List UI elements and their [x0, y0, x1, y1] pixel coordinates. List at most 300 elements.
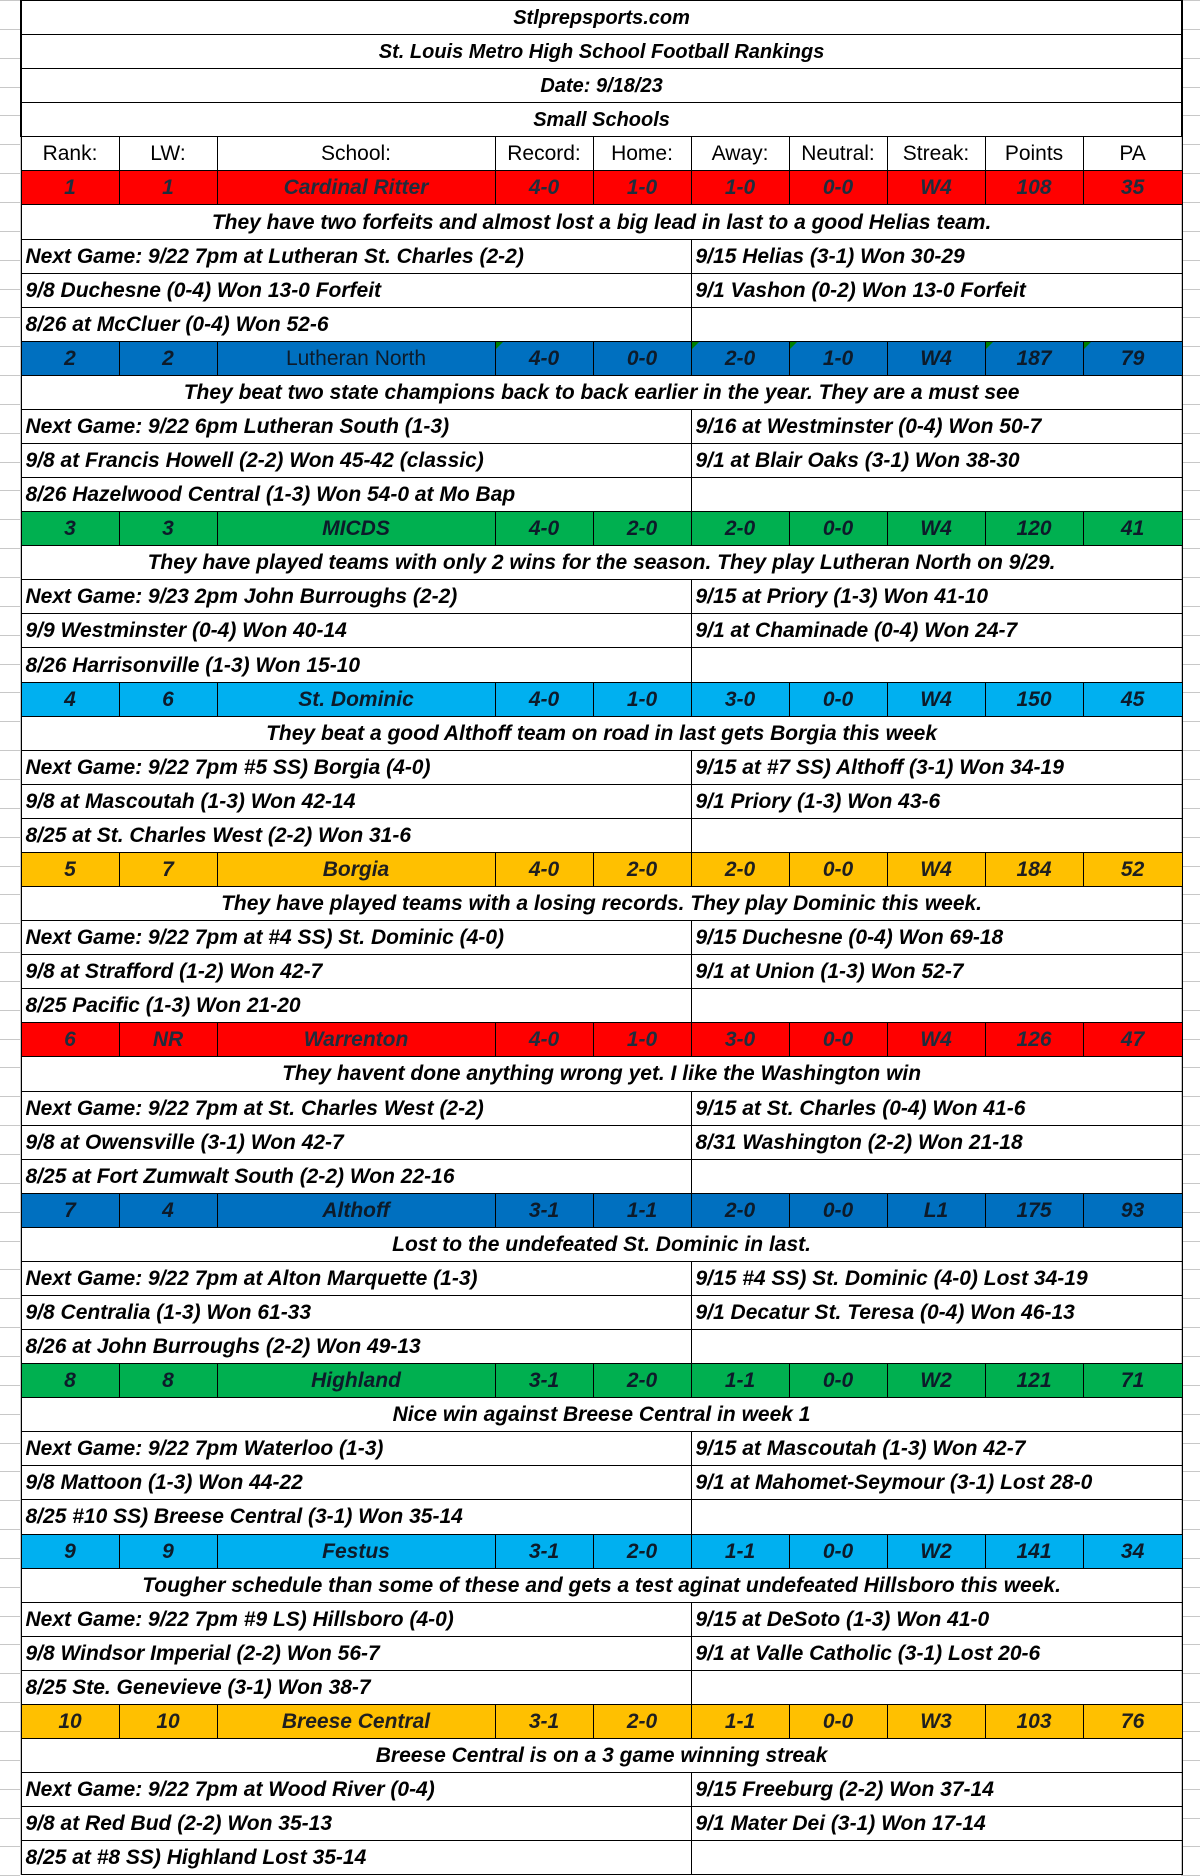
- game-result-cell: 9/15 Duchesne (0-4) Won 69-18: [691, 921, 1182, 955]
- gutter-line: [1181, 837, 1200, 838]
- team-neutral-cell: 0-0: [789, 1023, 887, 1057]
- team-comment: They havent done anything wrong yet. I like the Washington win: [21, 1057, 1182, 1091]
- gutter-line: [1181, 750, 1200, 751]
- team-record-cell: 3-1: [495, 1704, 593, 1738]
- team-comment-row: [21, 375, 1182, 409]
- game-row: [21, 750, 1182, 784]
- team-pa-cell: 71: [1083, 1364, 1182, 1398]
- game-result-cell: 8/25 at Fort Zumwalt South (2-2) Won 22-16: [21, 1159, 691, 1193]
- team-rank-cell: 6: [21, 1023, 119, 1057]
- game-row: [21, 614, 1182, 648]
- game-result-cell: 9/15 at Priory (1-3) Won 41-10: [691, 580, 1182, 614]
- gutter-line: [0, 1241, 20, 1242]
- team-neutral-cell: 0-0: [789, 852, 887, 886]
- team-pa-cell: 34: [1083, 1534, 1182, 1568]
- game-result-cell: 8/31 Washington (2-2) Won 21-18: [691, 1125, 1182, 1159]
- gutter-line: [1181, 1443, 1200, 1444]
- team-home-cell: 2-0: [593, 1704, 691, 1738]
- gutter-line: [1181, 260, 1200, 261]
- game-row: [21, 1670, 1182, 1704]
- gutter-line: [1181, 87, 1200, 88]
- game-result-cell: 8/26 Hazelwood Central (1-3) Won 54-0 at Mo Bap: [21, 478, 691, 512]
- game-result-cell: 9/16 at Westminster (0-4) Won 50-7: [691, 409, 1182, 443]
- team-row: [21, 682, 1182, 716]
- column-header-row: [21, 137, 1182, 171]
- game-result-cell: [691, 1670, 1182, 1704]
- game-result-cell: 8/25 Ste. Genevieve (3-1) Won 38-7: [21, 1670, 691, 1704]
- gutter-line: [1181, 664, 1200, 665]
- gutter-line: [1181, 490, 1200, 491]
- gutter-line: [0, 808, 20, 809]
- gutter-line: [1181, 1183, 1200, 1184]
- gutter-line: [0, 346, 20, 347]
- team-row: [21, 1704, 1182, 1738]
- gutter-line: [0, 404, 20, 405]
- team-comment: Breese Central is on a 3 game winning streak: [21, 1738, 1182, 1772]
- col-header-lw: LW:: [119, 137, 217, 171]
- gutter-line: [1181, 1327, 1200, 1328]
- game-result-cell: [691, 307, 1182, 341]
- gutter-line: [0, 866, 20, 867]
- team-points-cell: 108: [985, 171, 1083, 205]
- game-row: [21, 444, 1182, 478]
- gutter-line: [1181, 1558, 1200, 1559]
- right-gutter: [1181, 0, 1200, 1875]
- game-result-cell: 9/15 at #7 SS) Althoff (3-1) Won 34-19: [691, 750, 1182, 784]
- gutter-line: [1181, 1096, 1200, 1097]
- gutter-line: [0, 1673, 20, 1674]
- team-neutral-cell: 0-0: [789, 1704, 887, 1738]
- team-neutral-cell: 1-0: [789, 341, 887, 375]
- team-school-cell: Borgia: [217, 852, 495, 886]
- gutter-line: [1181, 779, 1200, 780]
- team-away-cell: 3-0: [691, 1023, 789, 1057]
- team-points-cell: 120: [985, 512, 1083, 546]
- gutter-line: [0, 231, 20, 232]
- team-lw-cell: 8: [119, 1364, 217, 1398]
- game-result-cell: 9/1 Mater Dei (3-1) Won 17-14: [691, 1807, 1182, 1841]
- game-result-cell: 9/15 Helias (3-1) Won 30-29: [691, 239, 1182, 273]
- team-points-cell: 126: [985, 1023, 1083, 1057]
- game-row: [21, 784, 1182, 818]
- team-points-cell: 150: [985, 682, 1083, 716]
- gutter-line: [1181, 231, 1200, 232]
- gutter-line: [1181, 1818, 1200, 1819]
- rankings-table: [20, 0, 1183, 1875]
- team-comment-row: [21, 1227, 1182, 1261]
- gutter-line: [0, 1731, 20, 1732]
- team-school-cell: Festus: [217, 1534, 495, 1568]
- gutter-line: [0, 1414, 20, 1415]
- team-streak-cell: W2: [887, 1364, 985, 1398]
- team-home-cell: 1-1: [593, 1193, 691, 1227]
- gutter-line: [0, 1443, 20, 1444]
- game-row: [21, 818, 1182, 852]
- team-comment: Lost to the undefeated St. Dominic in last.: [21, 1227, 1182, 1261]
- game-result-cell: 8/26 at John Burroughs (2-2) Won 49-13: [21, 1330, 691, 1364]
- col-header-points: Points: [985, 137, 1083, 171]
- team-lw-cell: 4: [119, 1193, 217, 1227]
- gutter-line: [1181, 1500, 1200, 1501]
- gutter-line: [1181, 1587, 1200, 1588]
- next-game-cell: Next Game: 9/22 7pm #5 SS) Borgia (4-0): [21, 750, 691, 784]
- gutter-line: [0, 202, 20, 203]
- gutter-line: [1181, 0, 1200, 1]
- gutter-line: [0, 1212, 20, 1213]
- game-row: [21, 1466, 1182, 1500]
- gutter-line: [1181, 1154, 1200, 1155]
- team-lw-cell: 3: [119, 512, 217, 546]
- col-header-school: School:: [217, 137, 495, 171]
- team-lw-cell: 9: [119, 1534, 217, 1568]
- team-comment-row: [21, 716, 1182, 750]
- gutter-line: [0, 577, 20, 578]
- game-result-cell: 9/1 at Valle Catholic (3-1) Lost 20-6: [691, 1636, 1182, 1670]
- team-away-cell: 2-0: [691, 852, 789, 886]
- team-record-cell: 4-0: [495, 512, 593, 546]
- team-pa-cell: 52: [1083, 852, 1182, 886]
- gutter-line: [1181, 1760, 1200, 1761]
- gutter-line: [0, 462, 20, 463]
- game-result-cell: 9/8 Windsor Imperial (2-2) Won 56-7: [21, 1636, 691, 1670]
- gutter-line: [0, 375, 20, 376]
- game-result-cell: 9/8 at Red Bud (2-2) Won 35-13: [21, 1807, 691, 1841]
- team-rank-cell: 1: [21, 171, 119, 205]
- gutter-line: [0, 635, 20, 636]
- gutter-line: [0, 692, 20, 693]
- team-home-cell: 2-0: [593, 1534, 691, 1568]
- gutter-line: [0, 1356, 20, 1357]
- team-record-cell: 4-0: [495, 1023, 593, 1057]
- team-row: [21, 1193, 1182, 1227]
- col-header-away: Away:: [691, 137, 789, 171]
- team-row: [21, 341, 1182, 375]
- game-row: [21, 273, 1182, 307]
- game-result-cell: 8/25 #10 SS) Breese Central (3-1) Won 35-14: [21, 1500, 691, 1534]
- gutter-line: [1181, 635, 1200, 636]
- gutter-line: [1181, 1846, 1200, 1847]
- team-rank-cell: 10: [21, 1704, 119, 1738]
- division-label: Small Schools: [21, 103, 1182, 137]
- next-game-cell: Next Game: 9/22 7pm at #4 SS) St. Dominic (4-0): [21, 921, 691, 955]
- game-result-cell: 9/1 at Union (1-3) Won 52-7: [691, 955, 1182, 989]
- game-row: [21, 478, 1182, 512]
- team-rank-cell: 3: [21, 512, 119, 546]
- gutter-line: [0, 981, 20, 982]
- team-comment: Tougher schedule than some of these and gets a test aginat undefeated Hillsboro this week.: [21, 1568, 1182, 1602]
- gutter-line: [0, 1558, 20, 1559]
- gutter-line: [1181, 144, 1200, 145]
- team-lw-cell: 1: [119, 171, 217, 205]
- game-result-cell: [691, 1330, 1182, 1364]
- gutter-line: [1181, 1125, 1200, 1126]
- team-pa-cell: 76: [1083, 1704, 1182, 1738]
- game-row: [21, 1125, 1182, 1159]
- gutter-line: [0, 1096, 20, 1097]
- game-result-cell: 8/25 at #8 SS) Highland Lost 35-14: [21, 1841, 691, 1875]
- gutter-line: [1181, 1067, 1200, 1068]
- gutter-line: [1181, 317, 1200, 318]
- gutter-line: [1181, 548, 1200, 549]
- game-result-cell: [691, 818, 1182, 852]
- gutter-line: [1181, 1673, 1200, 1674]
- gutter-line: [1181, 29, 1200, 30]
- rankings-date: Date: 9/18/23: [21, 69, 1182, 103]
- team-school-cell: Lutheran North: [217, 341, 495, 375]
- game-result-cell: 9/1 at Blair Oaks (3-1) Won 38-30: [691, 444, 1182, 478]
- team-rank-cell: 8: [21, 1364, 119, 1398]
- game-result-cell: 9/1 Priory (1-3) Won 43-6: [691, 784, 1182, 818]
- gutter-line: [1181, 1731, 1200, 1732]
- team-streak-cell: W4: [887, 512, 985, 546]
- team-home-cell: 1-0: [593, 171, 691, 205]
- team-neutral-cell: 0-0: [789, 1193, 887, 1227]
- team-lw-cell: NR: [119, 1023, 217, 1057]
- team-record-cell: 4-0: [495, 682, 593, 716]
- gutter-line: [0, 1010, 20, 1011]
- team-streak-cell: L1: [887, 1193, 985, 1227]
- gutter-line: [1181, 1241, 1200, 1242]
- gutter-line: [0, 1789, 20, 1790]
- gutter-line: [0, 1818, 20, 1819]
- gutter-line: [0, 173, 20, 174]
- game-result-cell: 9/8 at Owensville (3-1) Won 42-7: [21, 1125, 691, 1159]
- game-result-cell: 9/15 at Mascoutah (1-3) Won 42-7: [691, 1432, 1182, 1466]
- team-school-cell: MICDS: [217, 512, 495, 546]
- team-comment-row: [21, 1057, 1182, 1091]
- team-rank-cell: 4: [21, 682, 119, 716]
- gutter-line: [0, 144, 20, 145]
- gutter-line: [1181, 1644, 1200, 1645]
- team-comment-row: [21, 1568, 1182, 1602]
- team-home-cell: 2-0: [593, 512, 691, 546]
- game-result-cell: [691, 1159, 1182, 1193]
- game-row: [21, 1295, 1182, 1329]
- game-result-cell: 9/1 at Mahomet-Seymour (3-1) Lost 28-0: [691, 1466, 1182, 1500]
- game-result-cell: 9/15 Freeburg (2-2) Won 37-14: [691, 1773, 1182, 1807]
- gutter-line: [1181, 1789, 1200, 1790]
- team-streak-cell: W2: [887, 1534, 985, 1568]
- gutter-line: [0, 115, 20, 116]
- gutter-line: [1181, 173, 1200, 174]
- team-pa-cell: 79: [1083, 341, 1182, 375]
- gutter-line: [0, 1644, 20, 1645]
- game-row: [21, 1602, 1182, 1636]
- team-row: [21, 1534, 1182, 1568]
- gutter-line: [1181, 289, 1200, 290]
- gutter-line: [1181, 981, 1200, 982]
- team-away-cell: 1-1: [691, 1534, 789, 1568]
- col-header-record: Record:: [495, 137, 593, 171]
- gutter-line: [0, 606, 20, 607]
- gutter-line: [1181, 923, 1200, 924]
- gutter-line: [0, 1183, 20, 1184]
- team-school-cell: St. Dominic: [217, 682, 495, 716]
- game-result-cell: [691, 1841, 1182, 1875]
- next-game-cell: Next Game: 9/22 6pm Lutheran South (1-3): [21, 409, 691, 443]
- gutter-line: [1181, 1269, 1200, 1270]
- game-result-cell: 9/8 Centralia (1-3) Won 61-33: [21, 1295, 691, 1329]
- team-points-cell: 187: [985, 341, 1083, 375]
- game-result-cell: 9/8 Duchesne (0-4) Won 13-0 Forfeit: [21, 273, 691, 307]
- game-row: [21, 409, 1182, 443]
- game-result-cell: 9/8 at Francis Howell (2-2) Won 45-42 (classic): [21, 444, 691, 478]
- team-comment: They have played teams with a losing records. They play Dominic this week.: [21, 887, 1182, 921]
- team-pa-cell: 45: [1083, 682, 1182, 716]
- game-row: [21, 239, 1182, 273]
- gutter-line: [0, 721, 20, 722]
- gutter-line: [0, 1846, 20, 1847]
- gutter-line: [0, 548, 20, 549]
- page-title: St. Louis Metro High School Football Rankings: [21, 35, 1182, 69]
- gutter-line: [1181, 808, 1200, 809]
- game-row: [21, 1261, 1182, 1295]
- gutter-line: [0, 433, 20, 434]
- team-home-cell: 1-0: [593, 682, 691, 716]
- team-points-cell: 141: [985, 1534, 1083, 1568]
- game-result-cell: 9/1 Vashon (0-2) Won 13-0 Forfeit: [691, 273, 1182, 307]
- team-away-cell: 3-0: [691, 682, 789, 716]
- team-comment-row: [21, 1738, 1182, 1772]
- team-comment-row: [21, 546, 1182, 580]
- gutter-line: [0, 779, 20, 780]
- game-result-cell: 9/1 at Chaminade (0-4) Won 24-7: [691, 614, 1182, 648]
- team-comment-row: [21, 1398, 1182, 1432]
- game-row: [21, 1500, 1182, 1534]
- gutter-line: [1181, 606, 1200, 607]
- gutter-line: [1181, 375, 1200, 376]
- team-points-cell: 175: [985, 1193, 1083, 1227]
- game-row: [21, 1330, 1182, 1364]
- gutter-line: [1181, 952, 1200, 953]
- col-header-streak: Streak:: [887, 137, 985, 171]
- gutter-line: [0, 1760, 20, 1761]
- gutter-line: [0, 1587, 20, 1588]
- team-school-cell: Warrenton: [217, 1023, 495, 1057]
- gutter-line: [0, 1067, 20, 1068]
- gutter-line: [0, 1529, 20, 1530]
- team-neutral-cell: 0-0: [789, 682, 887, 716]
- team-school-cell: Highland: [217, 1364, 495, 1398]
- team-away-cell: 2-0: [691, 1193, 789, 1227]
- gutter-line: [0, 923, 20, 924]
- team-row: [21, 512, 1182, 546]
- left-gutter: [0, 0, 21, 1875]
- gutter-line: [1181, 1414, 1200, 1415]
- team-home-cell: 0-0: [593, 341, 691, 375]
- game-row: [21, 1091, 1182, 1125]
- site-name: Stlprepsports.com: [21, 1, 1182, 35]
- team-away-cell: 1-1: [691, 1364, 789, 1398]
- team-lw-cell: 7: [119, 852, 217, 886]
- gutter-line: [1181, 404, 1200, 405]
- gutter-line: [0, 664, 20, 665]
- game-result-cell: [691, 1500, 1182, 1534]
- team-school-cell: Cardinal Ritter: [217, 171, 495, 205]
- gutter-line: [1181, 1010, 1200, 1011]
- game-result-cell: 8/26 at McCluer (0-4) Won 52-6: [21, 307, 691, 341]
- gutter-line: [0, 1039, 20, 1040]
- team-school-cell: Althoff: [217, 1193, 495, 1227]
- game-row: [21, 1636, 1182, 1670]
- gutter-line: [1181, 577, 1200, 578]
- gutter-line: [0, 1702, 20, 1703]
- game-row: [21, 1841, 1182, 1875]
- gutter-line: [1181, 1356, 1200, 1357]
- gutter-line: [0, 1154, 20, 1155]
- gutter-line: [1181, 1385, 1200, 1386]
- game-row: [21, 1432, 1182, 1466]
- game-row: [21, 1807, 1182, 1841]
- game-row: [21, 1773, 1182, 1807]
- gutter-line: [1181, 202, 1200, 203]
- gutter-line: [1181, 58, 1200, 59]
- team-lw-cell: 2: [119, 341, 217, 375]
- team-pa-cell: 93: [1083, 1193, 1182, 1227]
- team-row: [21, 171, 1182, 205]
- game-row: [21, 307, 1182, 341]
- game-result-cell: 8/26 Harrisonville (1-3) Won 15-10: [21, 648, 691, 682]
- gutter-line: [0, 1298, 20, 1299]
- team-neutral-cell: 0-0: [789, 1534, 887, 1568]
- game-result-cell: 9/15 #4 SS) St. Dominic (4-0) Lost 34-19: [691, 1261, 1182, 1295]
- game-result-cell: 8/25 Pacific (1-3) Won 21-20: [21, 989, 691, 1023]
- gutter-line: [1181, 894, 1200, 895]
- game-result-cell: 9/8 at Strafford (1-2) Won 42-7: [21, 955, 691, 989]
- team-pa-cell: 35: [1083, 171, 1182, 205]
- game-result-cell: [691, 989, 1182, 1023]
- team-away-cell: 2-0: [691, 341, 789, 375]
- gutter-line: [0, 837, 20, 838]
- team-comment-row: [21, 887, 1182, 921]
- team-streak-cell: W4: [887, 852, 985, 886]
- gutter-line: [0, 519, 20, 520]
- game-row: [21, 648, 1182, 682]
- team-lw-cell: 6: [119, 682, 217, 716]
- team-rank-cell: 9: [21, 1534, 119, 1568]
- gutter-line: [0, 750, 20, 751]
- gutter-line: [1181, 1212, 1200, 1213]
- gutter-line: [1181, 1616, 1200, 1617]
- next-game-cell: Next Game: 9/22 7pm at Lutheran St. Charles (2-2): [21, 239, 691, 273]
- col-header-home: Home:: [593, 137, 691, 171]
- team-pa-cell: 47: [1083, 1023, 1182, 1057]
- team-row: [21, 1023, 1182, 1057]
- team-comment-row: [21, 205, 1182, 239]
- team-away-cell: 1-0: [691, 171, 789, 205]
- game-result-cell: 9/9 Westminster (0-4) Won 40-14: [21, 614, 691, 648]
- team-neutral-cell: 0-0: [789, 512, 887, 546]
- team-record-cell: 3-1: [495, 1193, 593, 1227]
- gutter-line: [1181, 1039, 1200, 1040]
- next-game-cell: Next Game: 9/22 7pm at St. Charles West (2-2): [21, 1091, 691, 1125]
- game-row: [21, 1159, 1182, 1193]
- gutter-line: [0, 1327, 20, 1328]
- team-neutral-cell: 0-0: [789, 171, 887, 205]
- gutter-line: [1181, 1298, 1200, 1299]
- team-row: [21, 852, 1182, 886]
- team-neutral-cell: 0-0: [789, 1364, 887, 1398]
- team-points-cell: 103: [985, 1704, 1083, 1738]
- team-record-cell: 3-1: [495, 1364, 593, 1398]
- game-result-cell: 9/1 Decatur St. Teresa (0-4) Won 46-13: [691, 1295, 1182, 1329]
- gutter-line: [1181, 115, 1200, 116]
- next-game-cell: Next Game: 9/22 7pm at Wood River (0-4): [21, 1773, 691, 1807]
- next-game-cell: Next Game: 9/23 2pm John Burroughs (2-2): [21, 580, 691, 614]
- game-result-cell: 8/25 at St. Charles West (2-2) Won 31-6: [21, 818, 691, 852]
- gutter-line: [0, 0, 20, 1]
- team-points-cell: 121: [985, 1364, 1083, 1398]
